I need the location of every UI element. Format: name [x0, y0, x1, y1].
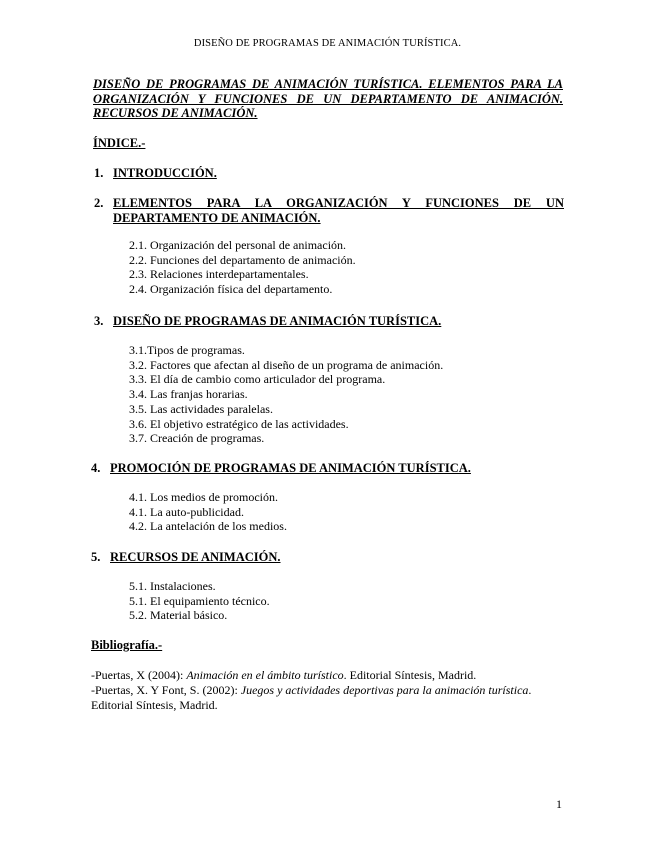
section-number: 3. — [94, 314, 104, 328]
section-title: DISEÑO DE PROGRAMAS DE ANIMACIÓN TURÍSTICA. — [113, 314, 442, 328]
list-item: 3.7. Creación de programas. — [129, 431, 265, 446]
section-2-subitems — [129, 238, 356, 297]
bibliography-entry — [91, 668, 566, 683]
list-item: 2.2. Funciones del departamento de animación. — [129, 252, 356, 267]
list-item: 5.2. Material básico. — [129, 608, 228, 623]
index-heading: ÍNDICE.- — [93, 136, 146, 150]
section-number: 2. — [94, 196, 104, 210]
section-number: 4. — [91, 461, 101, 475]
section-title: PROMOCIÓN DE PROGRAMAS DE ANIMACIÓN TURÍSTICA. — [110, 461, 471, 475]
list-item: 5.1. El equipamiento técnico. — [129, 593, 270, 608]
index-section-1 — [94, 166, 564, 181]
section-title: INTRODUCCIÓN. — [113, 166, 217, 180]
section-3-subitems — [129, 343, 443, 446]
list-item: 4.2. La antelación de los medios. — [129, 519, 287, 534]
list-item: 3.5. Las actividades paralelas. — [129, 401, 273, 416]
section-number: 5. — [91, 550, 101, 564]
index-section-4 — [91, 461, 561, 476]
list-item: 3.4. Las franjas horarias. — [129, 387, 248, 402]
running-header: DISEÑO DE PROGRAMAS DE ANIMACIÓN TURÍSTICA. — [193, 38, 462, 49]
index-section-3 — [94, 314, 564, 329]
section-number: 1. — [94, 166, 104, 180]
entry-title: Animación en el ámbito turístico — [186, 668, 344, 682]
document-title: DISEÑO DE PROGRAMAS DE ANIMACIÓN TURÍSTICA. ELEMENTOS PARA LA ORGANIZACIÓN Y FUNCIONES DE UN DEPARTAMENTO DE ANIMACIÓN. RECURSOS DE ANIMACIÓN. — [93, 77, 563, 120]
list-item: 3.6. El objetivo estratégico de las actividades. — [129, 416, 349, 431]
section-4-subitems — [129, 490, 287, 534]
entry-authors: -Puertas, X (2004): — [91, 668, 187, 682]
entry-publisher: . Editorial Síntesis, Madrid. — [343, 668, 477, 682]
list-item: 2.4. Organización física del departamento. — [129, 282, 333, 297]
list-item: 3.2. Factores que afectan al diseño de un programa de animación. — [129, 357, 444, 372]
entry-authors: -Puertas, X. Y Font, S. (2002): — [91, 683, 241, 697]
list-item: 3.1.Tipos de programas. — [129, 343, 245, 357]
index-section-5 — [91, 550, 561, 565]
bibliography-entry — [91, 683, 566, 713]
list-item: 2.1. Organización del personal de animación. — [129, 238, 347, 252]
bibliography-heading: Bibliografía.- — [91, 638, 163, 652]
bibliography-list — [91, 668, 566, 713]
entry-title: Juegos y actividades deportivas para la animación turística — [240, 683, 529, 697]
section-5-subitems — [129, 579, 270, 623]
list-item: 4.1. Los medios de promoción. — [129, 490, 278, 504]
section-title: ELEMENTOS PARA LA ORGANIZACIÓN Y FUNCIONES DE UN DEPARTAMENTO DE ANIMACIÓN. — [113, 196, 564, 225]
list-item: 3.3. El día de cambio como articulador del programa. — [129, 372, 386, 387]
index-section-2 — [94, 196, 564, 225]
section-title: RECURSOS DE ANIMACIÓN. — [110, 550, 281, 564]
list-item: 4.1. La auto-publicidad. — [129, 504, 244, 519]
entry-publisher: . Editorial Síntesis, Madrid. — [91, 683, 532, 712]
list-item: 5.1. Instalaciones. — [129, 579, 216, 593]
list-item: 2.3. Relaciones interdepartamentales. — [129, 267, 309, 282]
page-number: 1 — [556, 797, 562, 811]
